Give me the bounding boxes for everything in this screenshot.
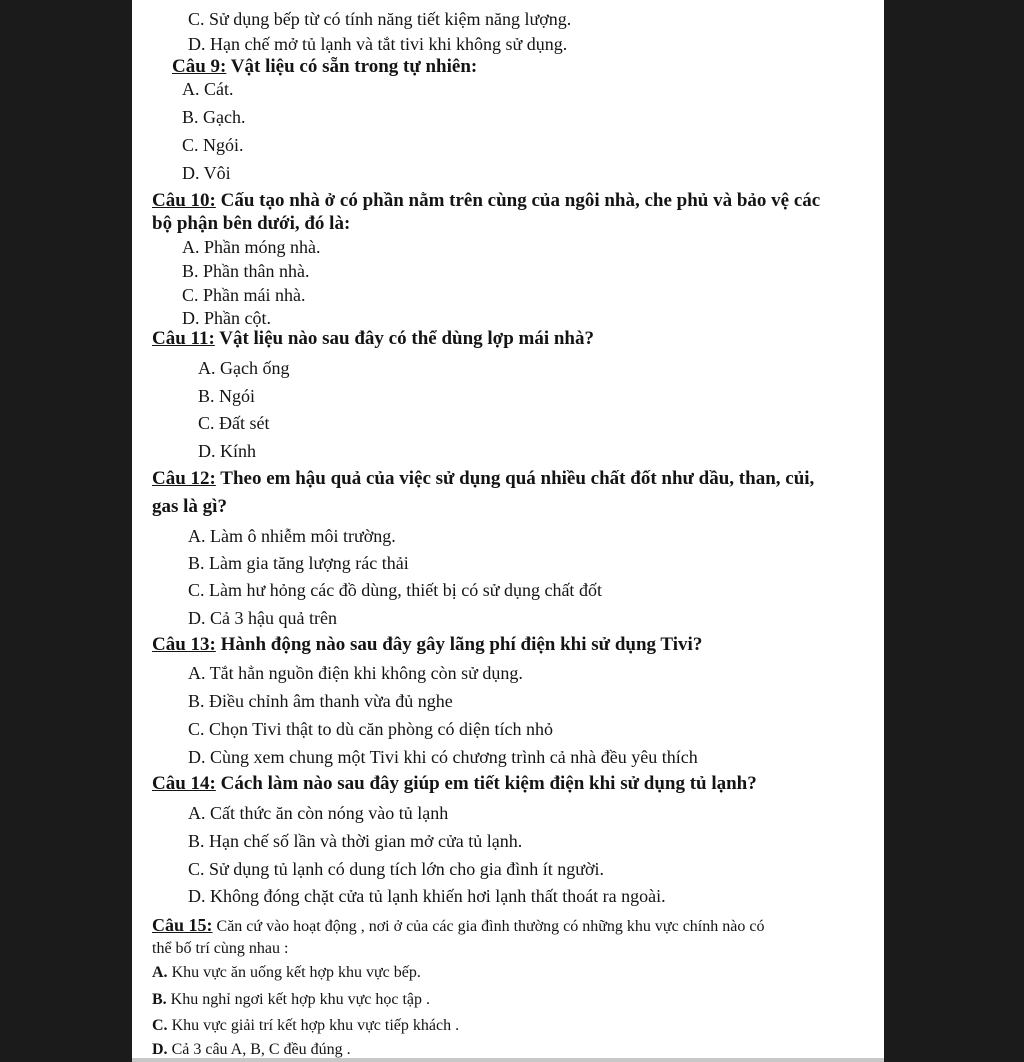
question-12-text-line2: gas là gì?	[152, 496, 227, 517]
q15-option-b-text: Khu nghỉ ngơi kết hợp khu vực học tập .	[166, 991, 431, 1008]
q12-option-c: C. Làm hư hỏng các đồ dùng, thiết bị có sử dụng chất đốt	[188, 580, 602, 600]
question-12-number: Câu 12:	[152, 468, 216, 489]
q15-option-a	[152, 962, 421, 984]
q10-option-b: B. Phần thân nhà.	[182, 261, 310, 281]
q13-option-a: A. Tắt hẳn nguồn điện khi không còn sử dụng.	[188, 663, 523, 683]
q15-option-d-text: Cả 3 câu A, B, C đều đúng .	[167, 1041, 351, 1058]
question-11-text: Vật liệu nào sau đây có thể dùng lợp mái nhà?	[214, 328, 595, 349]
q10-option-d: D. Phần cột.	[182, 308, 271, 328]
q14-option-b: B. Hạn chế số lần và thời gian mở cửa tủ lạnh.	[188, 831, 523, 851]
q11-option-a: A. Gạch ống	[198, 358, 290, 378]
right-dark-margin	[884, 0, 1024, 1062]
question-14	[152, 773, 757, 795]
question-14-text: Cách làm nào sau đây giúp em tiết kiệm điện khi sử dụng tủ lạnh?	[215, 773, 757, 794]
question-10-number: Câu 10:	[152, 190, 216, 211]
q13-option-c: C. Chọn Tivi thật to dù căn phòng có diện tích nhỏ	[188, 719, 553, 739]
question-10-text-line1: Cấu tạo nhà ở có phần nằm trên cùng của ngôi nhà, che phủ và bảo vệ các	[215, 190, 821, 211]
q12-option-b: B. Làm gia tăng lượng rác thải	[188, 553, 409, 573]
question-15-number: Câu 15:	[152, 915, 213, 935]
page-bottom-edge	[132, 1058, 884, 1062]
q15-option-a-letter: A.	[152, 964, 168, 981]
document-sheet	[132, 0, 884, 1062]
question-9-text: Vật liệu có sẵn trong tự nhiên:	[226, 56, 478, 77]
q10-option-a: A. Phần móng nhà.	[182, 237, 321, 257]
question-13	[152, 634, 702, 656]
q11-option-c: C. Đất sét	[198, 413, 270, 433]
q10-option-c: C. Phần mái nhà.	[182, 285, 306, 305]
prev-option-c: C. Sử dụng bếp từ có tính năng tiết kiệm năng lượng.	[188, 9, 572, 29]
q15-option-d-letter: D.	[152, 1041, 168, 1058]
prev-option-d: D. Hạn chế mở tủ lạnh và tắt tivi khi không sử dụng.	[188, 34, 568, 54]
question-15-text-line1: Căn cứ vào hoạt động , nơi ở của các gia đình thường có những khu vực chính nào có	[212, 918, 765, 935]
q11-option-b: B. Ngói	[198, 386, 256, 406]
q9-option-d: D. Vôi	[182, 163, 231, 183]
question-12	[152, 468, 814, 490]
question-14-number: Câu 14:	[152, 773, 216, 794]
q14-option-c: C. Sử dụng tủ lạnh có dung tích lớn cho gia đình ít người.	[188, 859, 605, 879]
q14-option-a: A. Cất thức ăn còn nóng vào tủ lạnh	[188, 803, 449, 823]
q15-option-c	[152, 1015, 459, 1037]
question-12-text-line1: Theo em hậu quả của việc sử dụng quá nhiều chất đốt như dầu, than, củi,	[215, 468, 815, 489]
question-10-text-line2: bộ phận bên dưới, đó là:	[152, 213, 351, 234]
q9-option-c: C. Ngói.	[182, 135, 244, 155]
q15-option-b-letter: B.	[152, 991, 167, 1008]
question-9	[172, 56, 477, 78]
question-13-number: Câu 13:	[152, 634, 216, 655]
q14-option-d: D. Không đóng chặt cửa tủ lạnh khiến hơi lạnh thất thoát ra ngoài.	[188, 886, 666, 906]
q9-option-a: A. Cát.	[182, 79, 234, 99]
question-13-text: Hành động nào sau đây gây lãng phí điện khi sử dụng Tivi?	[215, 634, 703, 655]
question-9-number: Câu 9:	[172, 56, 227, 77]
question-15	[152, 914, 764, 938]
q9-option-b: B. Gạch.	[182, 107, 246, 127]
q11-option-d: D. Kính	[198, 441, 256, 461]
left-dark-margin	[0, 0, 132, 1062]
question-15-text-line2: thể bố trí cùng nhau :	[152, 940, 289, 957]
q13-option-b: B. Điều chỉnh âm thanh vừa đủ nghe	[188, 691, 453, 711]
q15-option-b	[152, 989, 430, 1011]
q12-option-d: D. Cả 3 hậu quả trên	[188, 608, 337, 628]
question-10	[152, 190, 820, 212]
q12-option-a: A. Làm ô nhiễm môi trường.	[188, 526, 396, 546]
q15-option-c-text: Khu vực giải trí kết hợp khu vực tiếp khách .	[167, 1017, 460, 1034]
q13-option-d: D. Cùng xem chung một Tivi khi có chương trình cả nhà đều yêu thích	[188, 747, 698, 767]
q15-option-c-letter: C.	[152, 1017, 168, 1034]
question-11	[152, 328, 594, 350]
q15-option-a-text: Khu vực ăn uống kết hợp khu vực bếp.	[167, 964, 421, 981]
question-11-number: Câu 11:	[152, 328, 215, 349]
